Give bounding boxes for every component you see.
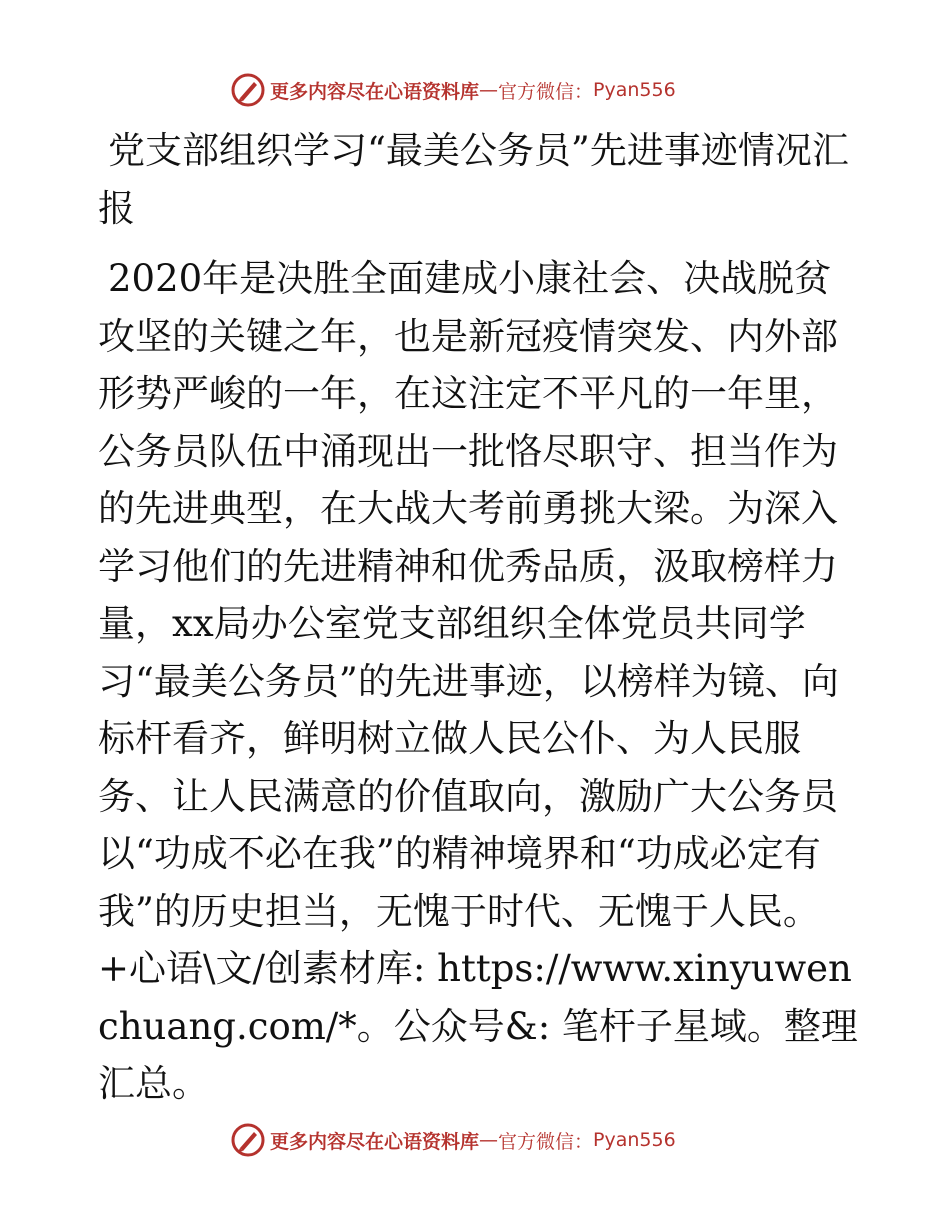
banner-wechat-id: Pyan556 [593,79,676,101]
banner-text: 更多内容尽在心语资料库 [270,1130,480,1153]
pen-logo-icon [230,72,266,108]
document-title: 党支部组织学习“最美公务员”先进事迹情况汇报 [98,129,849,230]
banner-label: 官方微信： [498,80,594,103]
banner-dash: — [479,79,499,101]
header-banner [230,70,750,110]
banner-dash: — [479,1129,499,1151]
pen-logo-icon [230,1122,266,1158]
banner-wechat-id: Pyan556 [593,1129,676,1151]
banner-label: 官方微信： [498,1130,594,1153]
footer-banner [230,1120,750,1160]
body-paragraph: 2020年是决胜全面建成小康社会、决战脱贫攻坚的关键之年，也是新冠疫情突发、内外部形势严峻的一年，在这注定不平凡的一年里，公务员队伍中涌现出一批恪尽职守、担当作为的先进典型，在大战大考前勇挑大梁。为深入学习他们的先进精神和优秀品质，汲取榜样力量，xx局办公室党支部组织全体党员共同学习“最美公务员”的先进事迹，以榜样为镜、向标杆看齐，鲜明树立做人民公仆、为人民服务、让人民满意的价值取向，激励广大公务员以“功成不必在我”的精神境界和“功成必定有我”的历史担当，无愧于时代、无愧于人民。+心语\文/创素材库: https://www.xinyuwenchuang.com/*。公众号&: 笔杆子星域。整理汇总。 [98,257,858,1105]
banner-text: 更多内容尽在心语资料库 [270,80,480,103]
